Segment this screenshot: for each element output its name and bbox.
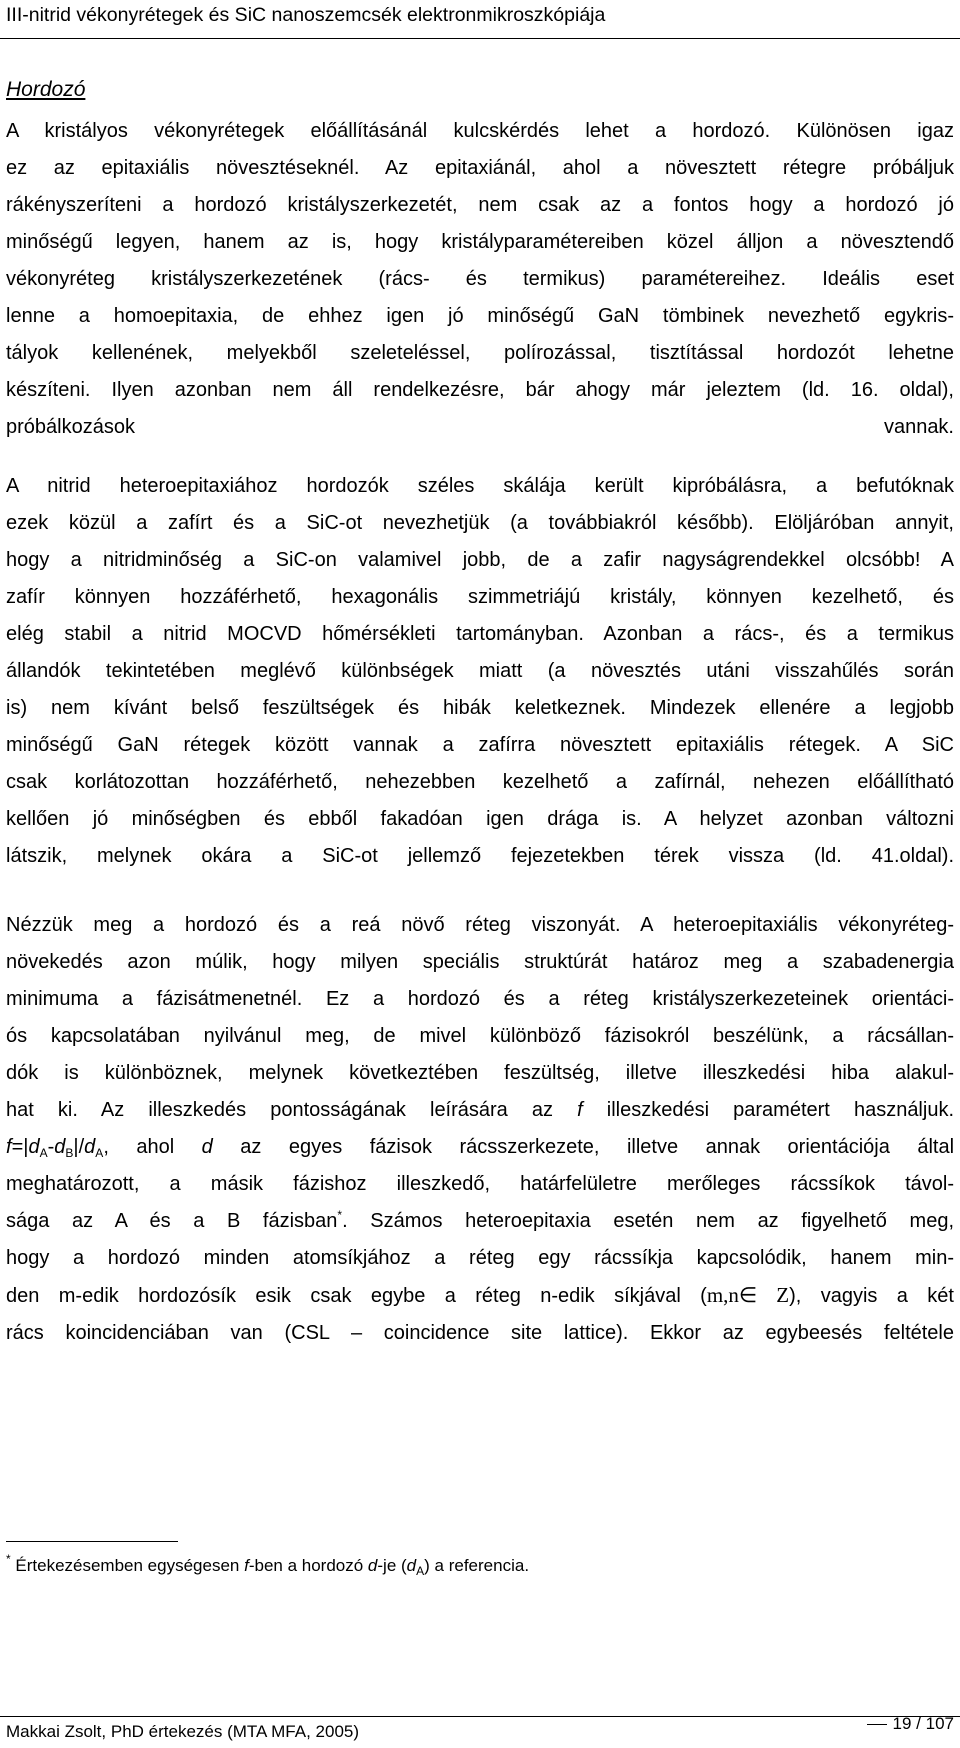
footnote: * Értekezésemben egységesen f-ben a hordozó d-je $(d_A)$ a referencia. bbox=[6, 1552, 530, 1578]
text-line: minőségű GaN rétegek között vannak a zafírra növesztett epitaxiális rétegek. A SiC bbox=[6, 734, 954, 756]
header-rule bbox=[0, 38, 960, 39]
text-line: hogy a nitridminőség a SiC-on valamivel jobb, de a zafir nagyságrendekkel olcsóbb! A bbox=[6, 549, 954, 571]
text-line: csak korlátozottan hozzáférhető, nehezebben kezelhető a zafírnál, nehezen előállítható bbox=[6, 771, 954, 793]
text-line: ez az epitaxiális növesztéseknél. Az epitaxiánál, ahol a növesztett rétegre próbáljuk bbox=[6, 157, 954, 179]
paragraph-1 bbox=[6, 113, 954, 446]
paragraph-3 bbox=[6, 907, 954, 1352]
text-line: rákényszeríteni a hordozó kristályszerkezetét, nem csak az a fontos hogy a hordozó jó bbox=[6, 194, 954, 216]
text-line: zafír könnyen hozzáférhető, hexagonális szimmetriájú kristály, könnyen kezelhető, és bbox=[6, 586, 954, 608]
text-line: A kristályos vékonyrétegek előállításánál kulcskérdés lehet a hordozó. Különösen igaz bbox=[6, 120, 954, 142]
text-line: rács koincidenciában van (CSL – coincidence site lattice). Ekkor az egybeesés feltétele bbox=[6, 1322, 954, 1344]
text-line: próbálkozások vannak. bbox=[6, 416, 954, 438]
text-line: látszik, melynek okára a SiC-ot jellemző fejezetekben térek vissza (ld. 41.oldal). bbox=[6, 845, 954, 867]
footer-author: Makkai Zsolt, PhD értekezés (MTA MFA, 2005) bbox=[6, 1722, 360, 1741]
text-line: hogy a hordozó minden atomsíkjához a réteg egy rácssíkja kapcsolódik, hanem min- bbox=[6, 1247, 954, 1269]
text-line: minimuma a fázisátmenetnél. Ez a hordozó és a réteg kristályszerkezeteinek orientáci- bbox=[6, 988, 954, 1010]
misfit-formula: $f=|d_A-d_B|/d_A$ bbox=[6, 1136, 104, 1160]
text-line: A nitrid heteroepitaxiához hordozók széles skálája került kipróbálásra, a befutóknak bbox=[6, 475, 954, 497]
text-line: dók is különböznek, melynek következtében feszültség, illetve illeszkedési hiba alakul- bbox=[6, 1062, 954, 1084]
text-line: kellően jó minőségben és ebből fakadóan igen drága is. A helyzet azonban változni bbox=[6, 808, 954, 830]
paragraph-3-lines bbox=[6, 907, 954, 1092]
text-line: ezek közül a zafírt és a SiC-ot nevezhetjük (a továbbiakról később). Elöljáróban annyit, bbox=[6, 512, 954, 534]
page-dash bbox=[867, 1724, 887, 1725]
running-title: III-nitrid vékonyrétegek és SiC nanoszemcsék elektronmikroszkópiája bbox=[6, 4, 606, 26]
section-title: Hordozó bbox=[6, 78, 86, 101]
text-line: sága az A és a B fázisban*. Számos heteroepitaxia esetén nem az figyelhető meg, bbox=[6, 1208, 954, 1232]
footnote-marker[interactable]: * bbox=[337, 1208, 343, 1222]
text-line: vékonyréteg kristályszerkezetének (rács- és termikus) paramétereihez. Ideális eset bbox=[6, 268, 954, 290]
text-line: minőségű legyen, hanem az is, hogy kristályparamétereiben közel álljon a növesztendő bbox=[6, 231, 954, 253]
footer-rule bbox=[0, 1716, 960, 1717]
text-line: Nézzük meg a hordozó és a reá növő réteg viszonyát. A heteroepitaxiális vékonyréteg- bbox=[6, 914, 954, 936]
text-line: hat ki. Az illeszkedés pontosságának leírására az f illeszkedési paramétert használjuk. bbox=[6, 1099, 955, 1121]
paragraph-2 bbox=[6, 468, 954, 875]
text-line: készíteni. Ilyen azonban nem áll rendelkezésre, bár ahogy már jeleztem (ld. 16. oldal), bbox=[6, 379, 954, 401]
footnote-rule bbox=[6, 1541, 178, 1542]
text-line: meghatározott, a másik fázishoz illeszkedő, határfelületre merőleges rácssíkok távol- bbox=[6, 1173, 954, 1195]
text-line: elég stabil a nitrid MOCVD hőmérsékleti tartományban. Azonban a rács-, és a termikus bbox=[6, 623, 954, 645]
text-line: növekedés azon múlik, hogy milyen speciális struktúrát határoz meg a szabadenergia bbox=[6, 951, 954, 973]
math-expression: m,n∈ Z bbox=[706, 1283, 790, 1307]
text-line: den m-edik hordozósík esik csak egybe a réteg n-edik síkjával (m,n∈ Z), vagyis a két bbox=[6, 1283, 954, 1307]
text-line: is) nem kívánt belső feszültségek és hibák keletkeznek. Mindezek ellenére a legjobb bbox=[6, 697, 954, 719]
text-line: tályok kellenének, melyekből szeleteléssel, polírozással, tisztítással hordozót lehetne bbox=[6, 342, 954, 364]
text-line: ós kapcsolatában nyilvánul meg, de mivel különböző fázisokról beszélünk, a rácsállan- bbox=[6, 1025, 954, 1047]
footer-page-number: 19 / 107 bbox=[867, 1712, 954, 1736]
text-line: állandók tekintetében meglévő különbségek miatt (a növesztés utáni visszahűlés során bbox=[6, 660, 954, 682]
text-line: lenne a homoepitaxia, de ehhez igen jó minőségű GaN tömbinek nevezhető egykris- bbox=[6, 305, 954, 327]
formula-line: $f=|d_A-d_B|/d_A$, ahol d az egyes fázisok rácsszerkezete, illetve annak orientációja által bbox=[6, 1136, 955, 1160]
